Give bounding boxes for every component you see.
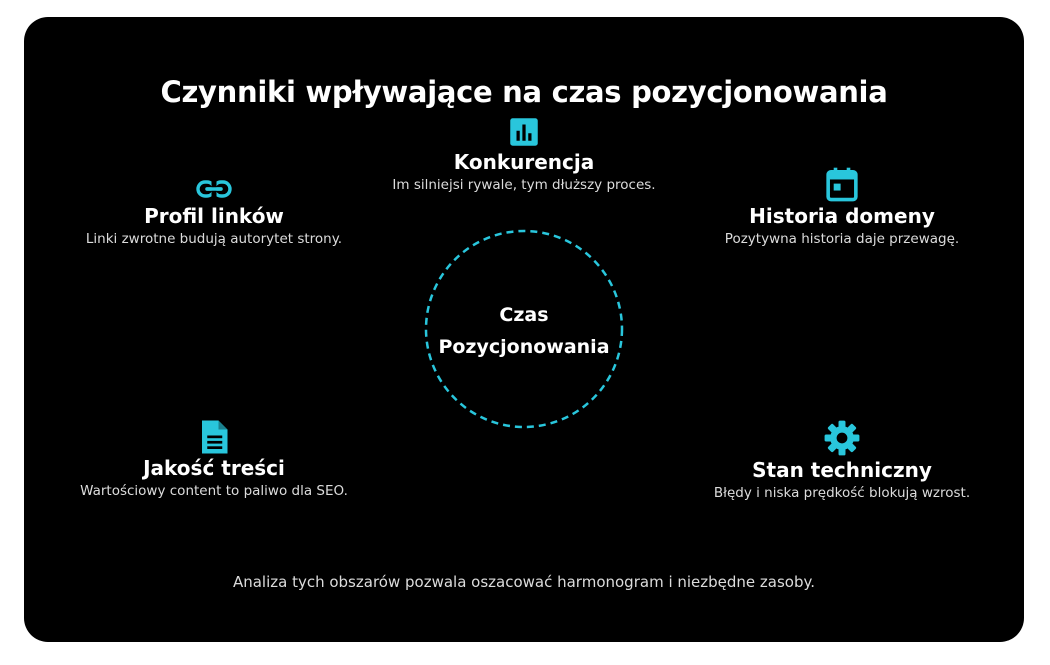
factor-title: Jakość treści (143, 456, 285, 480)
factor-jakosc-tresci (44, 419, 384, 501)
factor-stan-techniczny (672, 419, 1012, 503)
document-icon (199, 419, 229, 455)
factor-historia-domeny (672, 167, 1012, 249)
factor-title: Historia domeny (749, 204, 935, 228)
factor-title: Profil linków (144, 204, 284, 228)
center-label-line2: Pozycjonowania (438, 336, 610, 358)
calendar-icon (825, 167, 859, 203)
factor-konkurencja (364, 117, 684, 195)
page-title: Czynniki wpływające na czas pozycjonowania (160, 75, 888, 109)
factor-description: Wartościowy content to paliwo dla SEO. (80, 483, 348, 499)
bar-chart-icon (509, 117, 539, 147)
footer-note: Analiza tych obszarów pozwala oszacować harmonogram i niezbędne zasoby. (232, 573, 816, 591)
center-label-line1: Czas (499, 304, 549, 326)
factor-description: Błędy i niska prędkość blokują wzrost. (713, 485, 971, 501)
factor-title: Stan techniczny (752, 458, 932, 482)
center-label (424, 299, 624, 363)
factor-title: Konkurencja (453, 150, 595, 174)
gear-icon (823, 419, 861, 457)
factor-description: Im silniejsi rywale, tym dłuższy proces. (392, 177, 656, 193)
link-icon (196, 177, 232, 201)
factor-profil-linkow (44, 177, 384, 249)
factor-description: Pozytywna historia daje przewagę. (724, 231, 960, 247)
infographic-card (24, 17, 1024, 642)
factor-description: Linki zwrotne budują autorytet strony. (85, 231, 343, 247)
